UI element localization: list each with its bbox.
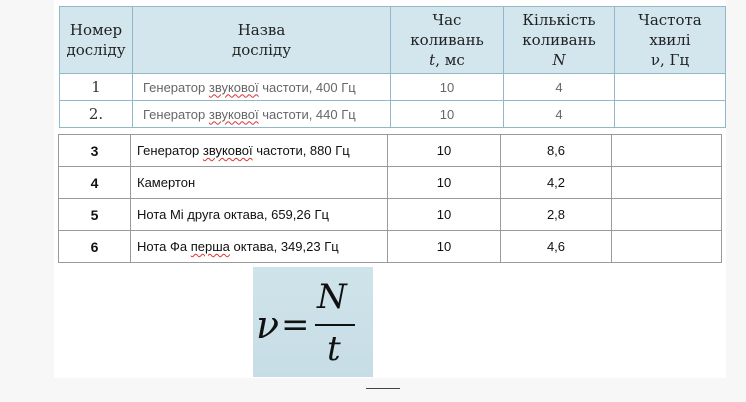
header-variable: t xyxy=(429,51,436,69)
table-row xyxy=(60,74,726,101)
header-text: досліду xyxy=(231,41,292,59)
cell-count[interactable]: 4,2 xyxy=(501,167,612,199)
formula-nu: ν xyxy=(256,303,280,347)
cell-name[interactable] xyxy=(133,74,391,101)
header-text: Частота xyxy=(638,11,702,29)
header-text: хвилі xyxy=(649,31,691,49)
cell-time[interactable]: 10 xyxy=(391,74,504,101)
cell-text: Генератор xyxy=(137,143,203,158)
table-row xyxy=(59,135,722,167)
cell-text: Нота Фа xyxy=(137,239,191,254)
cell-number: 2. xyxy=(60,101,133,128)
cell-frequency[interactable] xyxy=(612,167,722,199)
header-experiment-number xyxy=(60,7,133,74)
cell-number[interactable]: 5 xyxy=(59,199,131,231)
header-oscillation-count xyxy=(504,7,615,74)
experiments-table-printed xyxy=(59,6,726,128)
cell-number[interactable]: 3 xyxy=(59,135,131,167)
cell-name[interactable] xyxy=(133,101,391,128)
table-row xyxy=(59,167,722,199)
fraction-bar xyxy=(315,324,355,326)
cell-text: октава, 349,23 Гц xyxy=(229,239,339,254)
cell-time[interactable]: 10 xyxy=(388,199,501,231)
cell-text: частоти, 440 Гц xyxy=(258,106,356,122)
formula-denominator: t xyxy=(327,329,341,369)
cell-count[interactable]: 4,6 xyxy=(501,231,612,263)
cell-count[interactable]: 4 xyxy=(504,74,615,101)
cell-name[interactable] xyxy=(131,167,388,199)
header-text: Номер xyxy=(69,21,123,39)
cell-time[interactable]: 10 xyxy=(388,231,501,263)
cell-frequency[interactable] xyxy=(615,74,726,101)
cell-text: Генератор xyxy=(143,106,209,122)
cell-count[interactable]: 8,6 xyxy=(501,135,612,167)
spellcheck-word: звукової xyxy=(208,79,259,95)
header-text: Кількість xyxy=(522,11,596,29)
table-header-row xyxy=(60,7,726,74)
cell-text: частоти, 880 Гц xyxy=(252,143,350,158)
cell-text: Нота Мі друга октава, 659,26 Гц xyxy=(137,207,329,222)
cell-text: Генератор xyxy=(143,79,209,95)
table-row xyxy=(59,199,722,231)
spellcheck-word: звукової xyxy=(202,143,253,158)
cell-name[interactable] xyxy=(131,231,388,263)
cell-number: 1 xyxy=(60,74,133,101)
cell-name[interactable] xyxy=(131,199,388,231)
cell-name[interactable] xyxy=(131,135,388,167)
cell-count[interactable]: 2,8 xyxy=(501,199,612,231)
cell-time[interactable]: 10 xyxy=(391,101,504,128)
cell-number[interactable]: 6 xyxy=(59,231,131,263)
table-row xyxy=(60,101,726,128)
frequency-formula-image[interactable] xyxy=(253,267,373,377)
header-text: ν, Гц xyxy=(650,51,690,69)
header-variable: N xyxy=(552,51,566,69)
experiments-table-editable xyxy=(58,134,722,263)
table-row xyxy=(59,231,722,263)
cell-text: частоти, 400 Гц xyxy=(258,79,356,95)
spellcheck-word: звукової xyxy=(208,106,259,122)
header-text: Назва xyxy=(237,21,286,39)
header-oscillation-time xyxy=(391,7,504,74)
header-experiment-name xyxy=(133,7,391,74)
formula-numerator: N xyxy=(317,277,347,317)
header-text: коливань xyxy=(522,31,596,49)
cell-number[interactable]: 4 xyxy=(59,167,131,199)
header-text: Час xyxy=(432,11,462,29)
cell-time[interactable]: 10 xyxy=(388,167,501,199)
text-cursor-line xyxy=(366,388,400,389)
cell-time[interactable]: 10 xyxy=(388,135,501,167)
spellcheck-word: перша xyxy=(190,239,230,254)
header-text: коливань xyxy=(410,31,484,49)
header-unit: , мс xyxy=(435,51,465,69)
cell-frequency[interactable] xyxy=(612,231,722,263)
cell-frequency[interactable] xyxy=(612,135,722,167)
cell-frequency[interactable] xyxy=(612,199,722,231)
formula-equals: = xyxy=(281,305,310,345)
cell-count[interactable]: 4 xyxy=(504,101,615,128)
cell-frequency[interactable] xyxy=(615,101,726,128)
header-wave-frequency xyxy=(615,7,726,74)
header-text: досліду xyxy=(66,41,126,59)
cell-text: Камертон xyxy=(137,175,196,190)
